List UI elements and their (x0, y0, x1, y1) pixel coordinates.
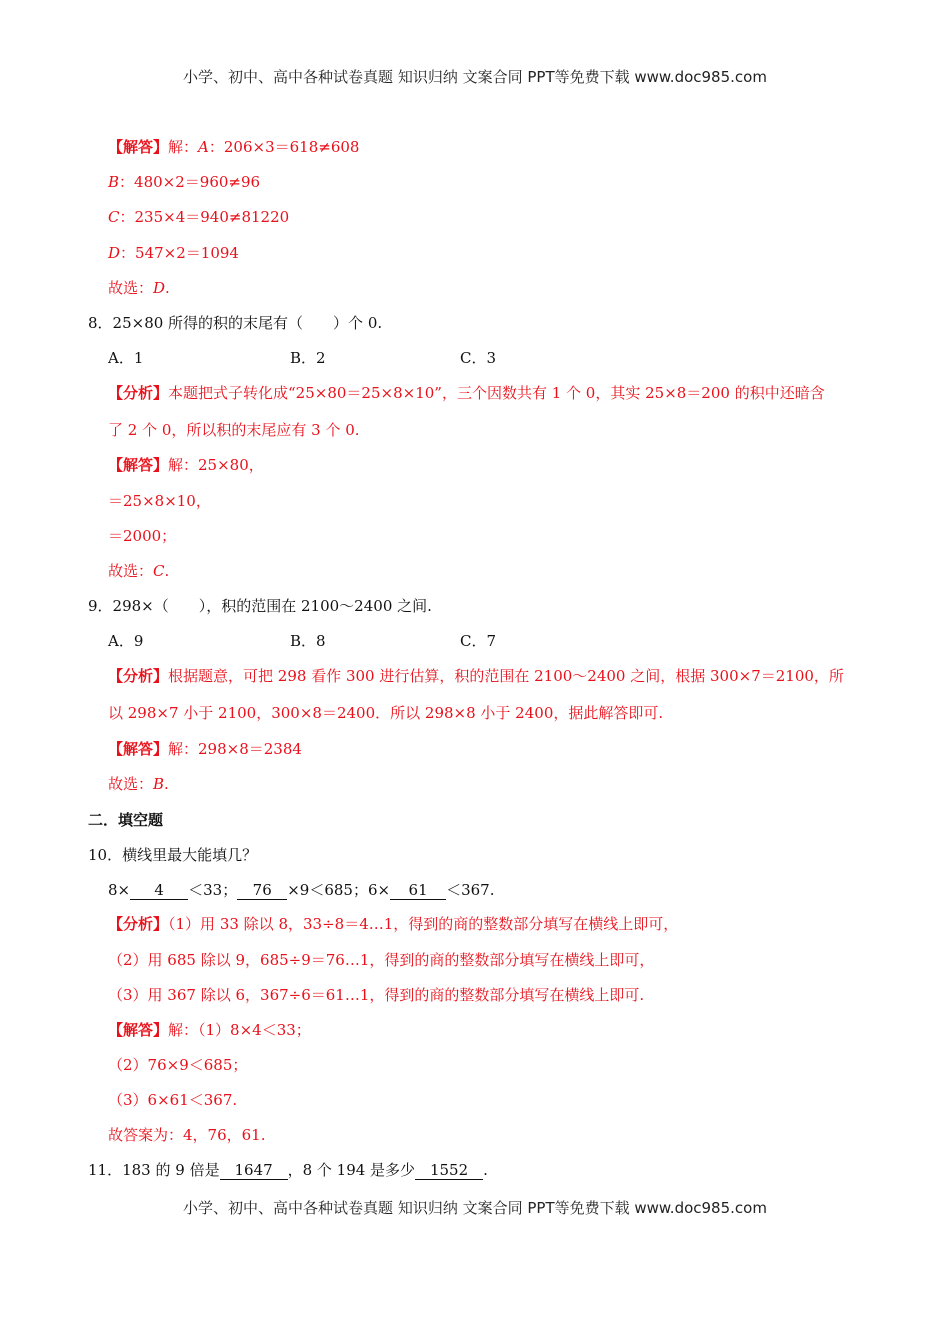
choose-letter: C (153, 562, 165, 580)
answer-tag: 【解答】 (108, 1021, 169, 1039)
expr-part: 8× (108, 881, 131, 899)
analysis-tag: 【分析】 (108, 915, 169, 933)
answer-blank-2: 76 (237, 881, 287, 900)
option-c: C．3 (460, 349, 497, 367)
option-letter: B (108, 173, 120, 191)
q7-line-b (108, 172, 260, 192)
option-a: A．9 (108, 632, 144, 650)
section-title: 二．填空题 (88, 811, 164, 829)
q7-line-d (108, 243, 239, 263)
choose-suffix: . (164, 775, 169, 793)
page-header: 小学、初中、高中各种试卷真题 知识归纳 文案合同 PPT等免费下载 www.doc985.com (183, 68, 767, 86)
expr-part: ＜33； (188, 881, 238, 899)
q10-answer-line3: （3）6×61＜367. (108, 1091, 238, 1109)
q8-answer-line1 (108, 455, 264, 475)
q10-answer-line2: （2）76×9＜685； (108, 1056, 248, 1074)
option-b: B．2 (290, 349, 326, 367)
calculation: 547×2＝1094 (135, 244, 239, 262)
separator: ： (119, 173, 135, 191)
q7-answer-line (108, 137, 359, 157)
q8-stem: 8．25×80 所得的积的末尾有（ ）个 0. (88, 314, 383, 332)
answer-text: 解：（1）8×4＜33； (168, 1021, 311, 1039)
option-letter: A (198, 138, 209, 156)
q10-stem: 10．横线里最大能填几？ (88, 846, 258, 864)
option-c: C．7 (460, 632, 497, 650)
choose-suffix: . (164, 562, 170, 580)
page-footer: 小学、初中、高中各种试卷真题 知识归纳 文案合同 PPT等免费下载 www.doc985.com (183, 1199, 767, 1217)
option-letter: D (108, 244, 121, 262)
answer-blank-1: 1647 (220, 1161, 288, 1180)
choose-prefix: 故选： (108, 562, 154, 580)
choose-letter: B (153, 775, 165, 793)
q9-stem: 9．298×（ ），积的范围在 2100～2400 之间. (88, 597, 432, 615)
answer-prefix: 解： (168, 138, 199, 156)
expr-part: ×9＜685；6× (287, 881, 391, 899)
separator: ： (120, 244, 136, 262)
analysis-tag: 【分析】 (108, 384, 169, 402)
calculation: 206×3＝618≠608 (223, 138, 360, 156)
answer-tag: 【解答】 (108, 740, 169, 758)
q8-options (108, 348, 496, 368)
separator: ： (119, 208, 135, 226)
q8-choose (108, 561, 169, 581)
option-b: B．8 (290, 632, 326, 650)
answer-tag: 【解答】 (108, 456, 169, 474)
q10-expression (108, 880, 494, 900)
answer-blank-2: 1552 (415, 1161, 483, 1180)
analysis-tag: 【分析】 (108, 667, 169, 685)
answer-tag: 【解答】 (108, 138, 169, 156)
q7-line-c (108, 207, 289, 227)
choose-prefix: 故选： (108, 279, 154, 297)
q10-answer-line1 (108, 1020, 311, 1040)
q10-analysis-line2: （2）用 685 除以 9，685÷9＝76…1，得到的商的整数部分填写在横线上即可， (108, 951, 655, 969)
choose-prefix: 故选： (108, 775, 154, 793)
answer-blank-1: 4 (130, 881, 188, 900)
q9-options (108, 631, 496, 651)
q9-answer-line1 (108, 739, 302, 759)
q10-conclusion: 故答案为：4，76，61. (108, 1126, 266, 1144)
answer-text: 解：298×8＝2384 (168, 740, 302, 758)
q9-choose (108, 774, 169, 794)
q10-analysis-line3: （3）用 367 除以 6，367÷6＝61…1，得到的商的整数部分填写在横线上即可. (108, 986, 645, 1004)
q9-analysis-line1 (108, 666, 844, 686)
q11-stem (88, 1160, 488, 1180)
calculation: 480×2＝960≠96 (134, 173, 261, 191)
q8-answer-line2: ＝25×8×10， (108, 492, 211, 510)
analysis-text: 本题把式子转化成“25×80＝25×8×10”，三个因数共有 1 个 0，其实 25×8＝200 的积中还暗含 (168, 384, 825, 402)
analysis-text: 根据题意，可把 298 看作 300 进行估算，积的范围在 2100～2400 之间，根据 300×7＝2100，所 (168, 667, 844, 685)
q7-choose (108, 278, 170, 298)
stem-part: . (483, 1161, 488, 1179)
stem-part: 11．183 的 9 倍是 (88, 1161, 220, 1179)
option-a: A．1 (108, 349, 144, 367)
q8-analysis-line1 (108, 383, 825, 403)
choose-suffix: . (165, 279, 170, 297)
q8-analysis-line2: 了 2 个 0，所以积的末尾应有 3 个 0. (108, 421, 360, 439)
q9-analysis-line2: 以 298×7 小于 2100，300×8＝2400．所以 298×8 小于 2400，据此解答即可. (108, 704, 664, 722)
answer-text: 解：25×80， (168, 456, 264, 474)
analysis-text: （1）用 33 除以 8，33÷8＝4…1，得到的商的整数部分填写在横线上即可， (168, 915, 679, 933)
q10-analysis-line1 (108, 914, 678, 934)
stem-part: ，8 个 194 是多少 (287, 1161, 416, 1179)
expr-part: ＜367. (446, 881, 495, 899)
choose-letter: D (153, 279, 166, 297)
q8-answer-line3: ＝2000； (108, 527, 177, 545)
separator: ： (208, 138, 224, 156)
answer-blank-3: 61 (390, 881, 446, 900)
calculation: 235×4＝940≠81220 (134, 208, 290, 226)
option-letter: C (108, 208, 120, 226)
